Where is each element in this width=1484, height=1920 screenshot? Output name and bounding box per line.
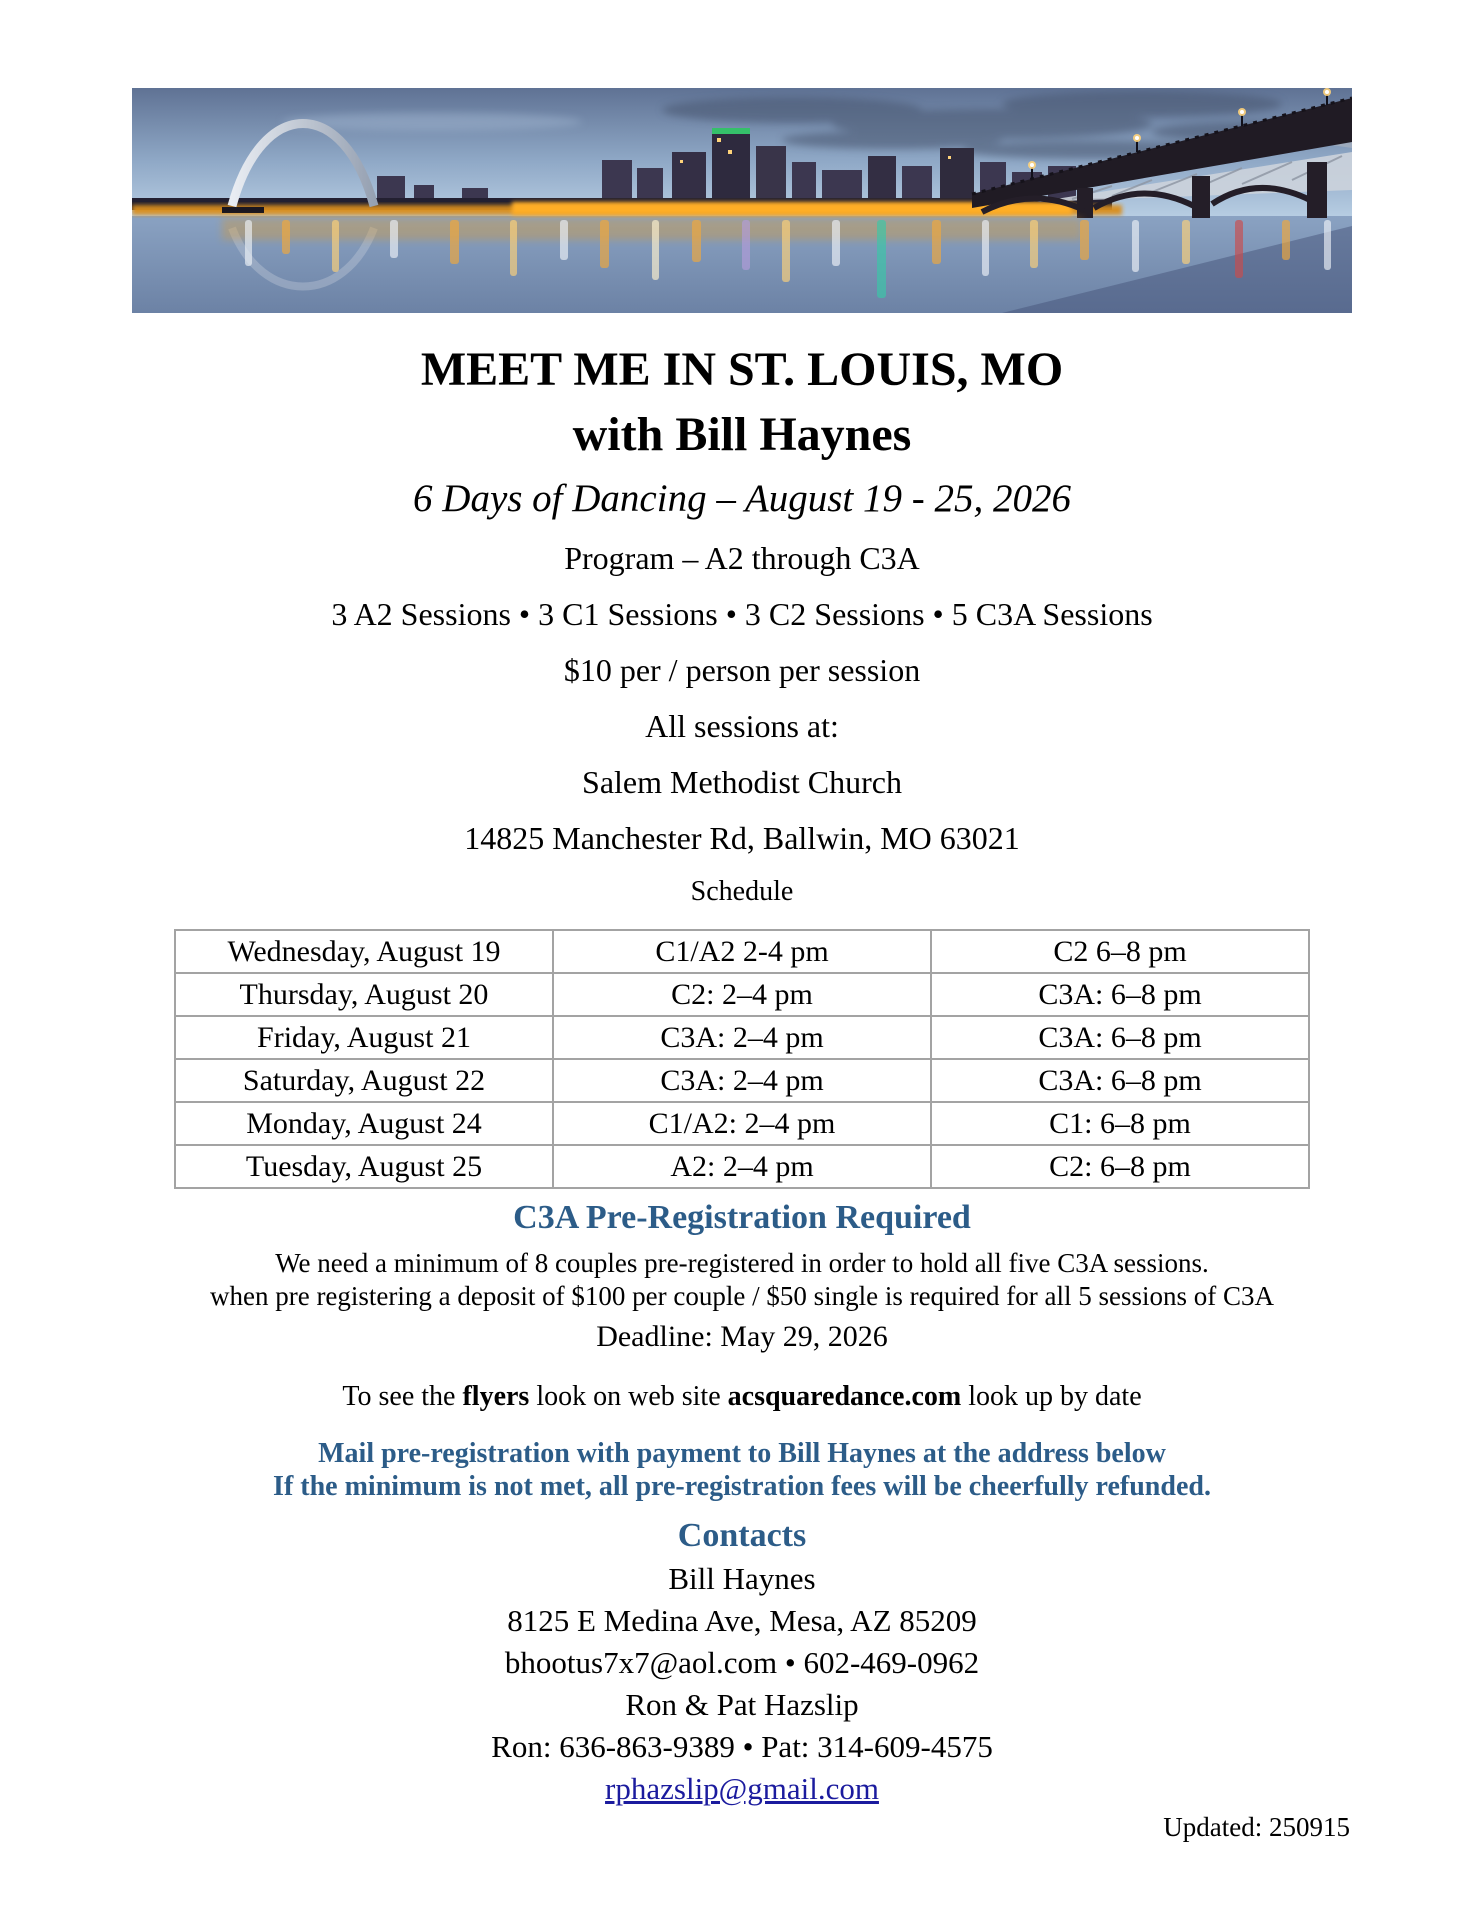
schedule-day: Friday, August 21 [175, 1016, 553, 1059]
flyers-bold: flyers [462, 1381, 530, 1412]
prereg-deadline: Deadline: May 29, 2026 [596, 1320, 888, 1353]
table-row [175, 1016, 1309, 1059]
schedule-afternoon: C1/A2 2-4 pm [553, 930, 931, 973]
schedule-day: Thursday, August 20 [175, 973, 553, 1016]
contacts-heading: Contacts [677, 1517, 807, 1554]
page-title: MEET ME IN ST. LOUIS, MO [420, 343, 1064, 396]
contact-name-hazslip: Ron & Pat Hazslip [625, 1687, 859, 1722]
contact-phones-hazslip: Ron: 636-863-9389 • Pat: 314-609-4575 [491, 1729, 993, 1764]
table-row [175, 1145, 1309, 1188]
schedule-day: Tuesday, August 25 [175, 1145, 553, 1188]
venue-intro: All sessions at: [645, 708, 839, 744]
mail-line1: Mail pre-registration with payment to Bill Haynes at the address below [318, 1438, 1166, 1469]
schedule-evening: C3A: 6–8 pm [931, 973, 1309, 1016]
schedule-label: Schedule [690, 876, 794, 907]
table-row [175, 1102, 1309, 1145]
event-dates: 6 Days of Dancing – August 19 - 25, 2026 [413, 477, 1071, 520]
schedule-evening: C3A: 6–8 pm [931, 1016, 1309, 1059]
schedule-afternoon: C3A: 2–4 pm [553, 1059, 931, 1102]
schedule-afternoon: A2: 2–4 pm [553, 1145, 931, 1188]
flyers-text: look up by date [961, 1381, 1142, 1412]
contact-email-hazslip-row [0, 1771, 1484, 1807]
sessions-line: 3 A2 Sessions • 3 C1 Sessions • 3 C2 Sessions • 5 C3A Sessions [331, 596, 1153, 632]
schedule-afternoon: C2: 2–4 pm [553, 973, 931, 1016]
prereg-line2: when pre registering a deposit of $100 per couple / $50 single is required for all 5 sessions of C3A [209, 1281, 1275, 1311]
schedule-day: Saturday, August 22 [175, 1059, 553, 1102]
venue-address: 14825 Manchester Rd, Ballwin, MO 63021 [464, 820, 1020, 856]
contact-name-bill: Bill Haynes [668, 1561, 816, 1596]
mail-instructions [0, 1437, 1484, 1503]
schedule-day: Wednesday, August 19 [175, 930, 553, 973]
venue-name: Salem Methodist Church [582, 764, 902, 800]
schedule-evening: C2 6–8 pm [931, 930, 1309, 973]
page-subtitle-caller: with Bill Haynes [572, 408, 912, 461]
table-row [175, 1059, 1309, 1102]
table-row [175, 930, 1309, 973]
flyers-text: To see the [342, 1381, 463, 1412]
schedule-afternoon: C3A: 2–4 pm [553, 1016, 931, 1059]
updated-stamp: Updated: 250915 [1163, 1812, 1350, 1842]
schedule-evening: C1: 6–8 pm [931, 1102, 1309, 1145]
contact-address-bill: 8125 E Medina Ave, Mesa, AZ 85209 [507, 1603, 977, 1638]
table-row [175, 973, 1309, 1016]
boat-silhouette [222, 207, 264, 213]
schedule-afternoon: C1/A2: 2–4 pm [553, 1102, 931, 1145]
flyers-text: look on web site [529, 1381, 728, 1412]
prereg-heading: C3A Pre-Registration Required [513, 1199, 971, 1236]
header-photo [132, 88, 1352, 313]
prereg-line1: We need a minimum of 8 couples pre-registered in order to hold all five C3A sessions. [275, 1248, 1209, 1278]
schedule-day: Monday, August 24 [175, 1102, 553, 1145]
price-line: $10 per / person per session [563, 652, 921, 688]
mail-line2: If the minimum is not met, all pre-registration fees will be cheerfully refunded. [273, 1471, 1211, 1502]
contact-email-phone-bill: bhootus7x7@aol.com • 602-469-0962 [504, 1645, 980, 1680]
schedule-evening: C3A: 6–8 pm [931, 1059, 1309, 1102]
schedule-evening: C2: 6–8 pm [931, 1145, 1309, 1188]
program-line: Program – A2 through C3A [564, 540, 920, 576]
schedule-table [174, 929, 1310, 1189]
flyers-line [0, 1381, 1484, 1413]
st-louis-skyline-image [132, 88, 1352, 313]
email-link[interactable]: rphazslip@gmail.com [605, 1771, 879, 1806]
flyers-website: acsquaredance.com [727, 1381, 962, 1412]
